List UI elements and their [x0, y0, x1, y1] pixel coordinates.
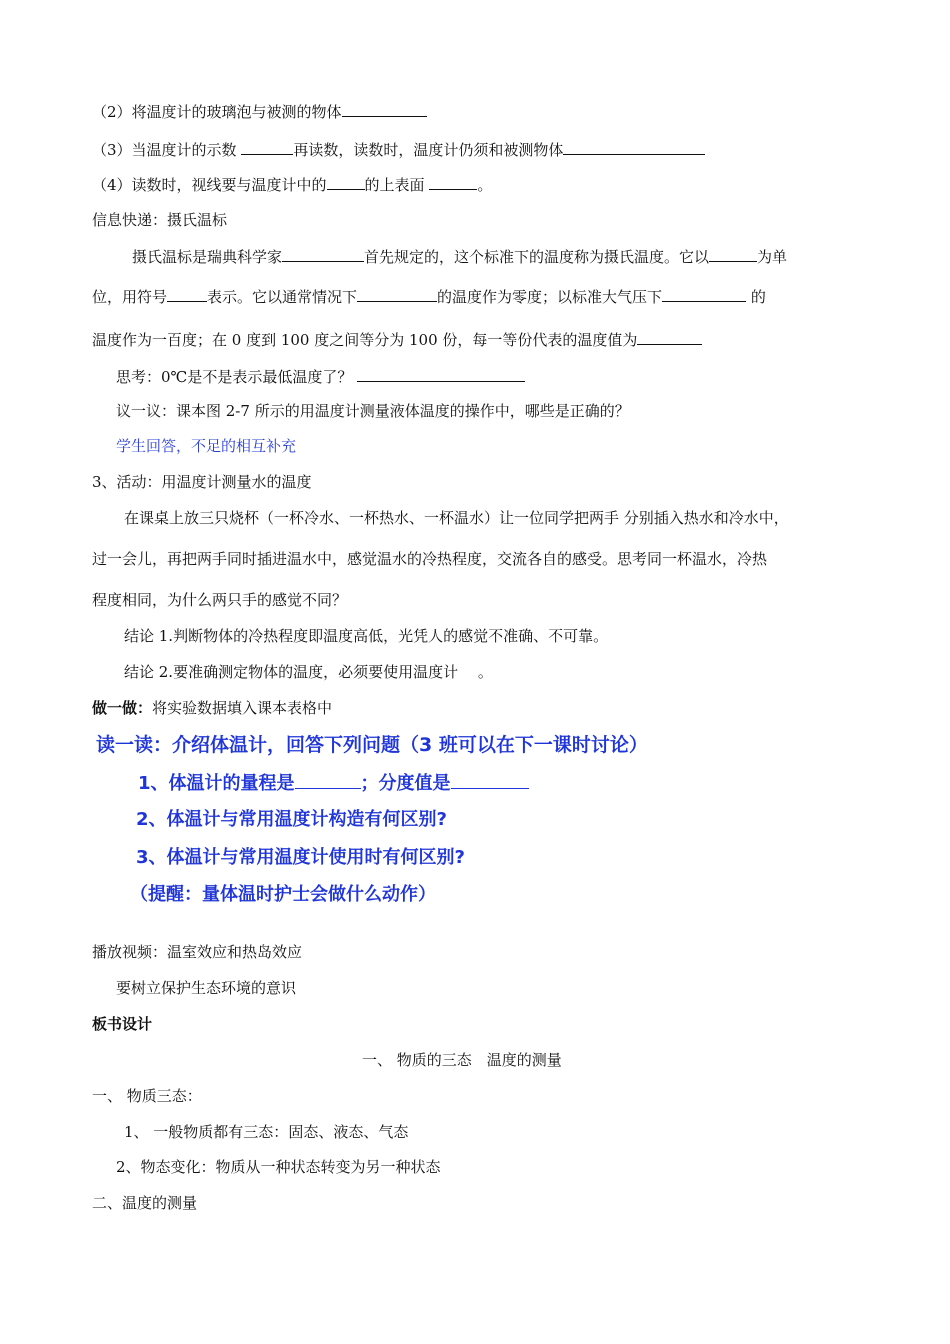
conclusion-1: 结论 1.判断物体的冷热程度即温度高低，光凭人的感觉不准确、不可靠。 — [124, 627, 609, 645]
activity-paragraph-line-1: 在课桌上放三只烧杯（一杯冷水、一杯热水、一杯温水）让一位同学把两手 分别插入热水和冷水中， — [124, 509, 789, 527]
blank — [295, 770, 361, 789]
step-4-text-a: （4）读数时，视线要与温度计中的 — [92, 176, 327, 194]
board-item-2: 2、物态变化：物质从一种状态转变为另一种状态 — [116, 1158, 441, 1176]
activity-heading: 3、活动：用温度计测量水的温度 — [92, 473, 312, 491]
blank — [282, 246, 364, 262]
info-p1b: 首先规定的，这个标准下的温度称为摄氏温度。它以 — [364, 248, 710, 266]
video-line-1: 播放视频：温室效应和热岛效应 — [92, 943, 303, 961]
step-4 — [92, 174, 492, 195]
blank — [241, 139, 293, 155]
board-section-1: 一、 物质三态： — [92, 1087, 202, 1105]
student-answer-note: 学生回答，不足的相互补充 — [116, 437, 297, 455]
conclusion-2: 结论 2.要准确测定物体的温度，必须要使用温度计 。 — [124, 663, 493, 681]
blank — [429, 174, 477, 190]
info-p2d: 的 — [750, 288, 766, 306]
do-it-text: 将实验数据填入课本表格中 — [152, 699, 333, 717]
blank — [357, 286, 437, 302]
blank — [637, 329, 702, 345]
step-2-text: （2）将温度计的玻璃泡与被测的物体 — [92, 103, 342, 121]
info-p1c: 为单 — [757, 248, 788, 266]
info-p2b: 表示。它以通常情况下 — [207, 288, 358, 306]
activity-paragraph-line-3: 程度相同，为什么两只手的感觉不同？ — [92, 591, 348, 609]
blank — [451, 770, 529, 789]
blank — [327, 174, 365, 190]
step-4-text-b: 的上表面 — [364, 176, 425, 194]
blank — [662, 286, 746, 302]
read-title: 读一读：介绍体温计，回答下列问题（3 班可以在下一课时讨论） — [96, 734, 648, 756]
do-it-line — [92, 698, 332, 718]
think-text: 思考：0℃是不是表示最低温度了？ — [116, 368, 353, 386]
blank — [357, 366, 525, 382]
blank — [167, 286, 207, 302]
read-hint: （提醒：量体温时护士会做什么动作） — [130, 884, 436, 905]
activity-paragraph-line-2: 过一会儿，再把两手同时插进温水中，感觉温水的冷热程度，交流各自的感受。思考同一杯温水，冷热 — [92, 550, 768, 568]
blank — [342, 101, 427, 117]
blank — [563, 139, 705, 155]
board-heading: 板书设计 — [92, 1015, 153, 1033]
video-line-2: 要树立保护生态环境的意识 — [116, 979, 297, 997]
step-3-text-a: （3）当温度计的示数 — [92, 141, 237, 159]
board-title: 一、 物质的三态 温度的测量 — [362, 1051, 562, 1069]
step-2 — [92, 101, 427, 122]
step-4-text-c: 。 — [477, 176, 493, 194]
info-p2a: 位，用符号 — [92, 288, 168, 306]
step-3 — [92, 139, 705, 160]
info-p3: 温度作为一百度；在 0 度到 100 度之间等分为 100 份，每一等份代表的温度值为 — [92, 331, 638, 349]
read-q1a: 1、体温计的量程是 — [138, 773, 295, 794]
info-paragraph-line-2 — [92, 286, 766, 307]
read-question-2: 2、体温计与常用温度计构造有何区别? — [136, 809, 447, 830]
info-paragraph-line-1 — [132, 246, 787, 267]
info-p2c: 的温度作为零度；以标准大气压下 — [437, 288, 663, 306]
info-p1a: 摄氏温标是瑞典科学家 — [132, 248, 283, 266]
board-item-1: 1、 一般物质都有三态：固态、液态、气态 — [124, 1123, 409, 1141]
step-3-text-b: 再读数，读数时，温度计仍须和被测物体 — [293, 141, 564, 159]
info-heading: 信息快递：摄氏温标 — [92, 211, 228, 229]
do-it-label: 做一做： — [92, 699, 153, 717]
read-q1b: ；分度值是 — [360, 773, 451, 794]
board-section-2: 二、温度的测量 — [92, 1194, 198, 1212]
think-question — [116, 366, 525, 387]
read-question-3: 3、体温计与常用温度计使用时有何区别? — [136, 847, 465, 868]
info-paragraph-line-3 — [92, 329, 702, 350]
discuss-question: 议一议：课本图 2-7 所示的用温度计测量液体温度的操作中，哪些是正确的？ — [116, 402, 630, 420]
read-question-1 — [138, 770, 529, 797]
blank — [709, 246, 757, 262]
